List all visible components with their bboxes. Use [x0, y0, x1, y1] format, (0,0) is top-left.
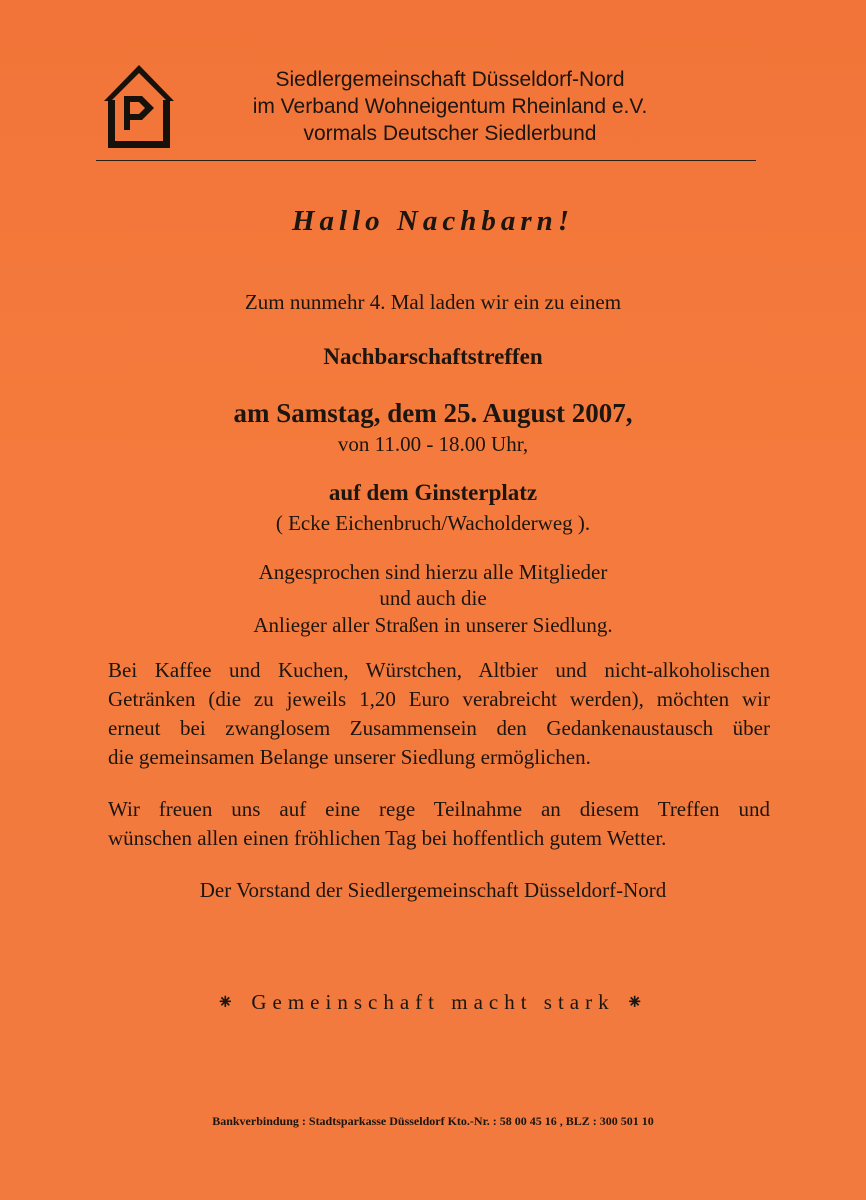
paragraph-line: wünschen allen einen fröhlichen Tag bei hoffentlich gutem Wetter. — [108, 826, 667, 850]
org-line-2: im Verband Wohneigentum Rheinland e.V. — [252, 95, 648, 118]
paragraph-line: Wir freuen uns auf eine rege Teilnahme an diesem Treffen und — [108, 797, 770, 821]
letterhead — [96, 60, 756, 164]
paragraph-line: Bei Kaffee und Kuchen, Würstchen, Altbier und nicht-alkoholischen — [108, 658, 770, 682]
paragraph-line: erneut bei zwanglosem Zusammensein den Gedankenaustausch über — [108, 716, 770, 740]
event-date: am Samstag, dem 25. August 2007, — [233, 398, 633, 428]
audience-line-2: und auch die — [379, 586, 487, 610]
paragraph-refreshments — [108, 656, 770, 772]
audience-line-3: Anlieger aller Straßen in unserer Siedlung. — [253, 613, 613, 637]
bank-details: Bankverbindung : Stadtsparkasse Düsseldorf Kto.-Nr. : 58 00 45 16 , BLZ : 300 501 10 — [212, 1114, 654, 1128]
greeting-heading: Hallo Nachbarn! — [291, 205, 575, 237]
house-logo-icon — [102, 62, 176, 150]
paragraph-line: Getränken (die zu jeweils 1,20 Euro verabreicht werden), möchten wir — [108, 687, 770, 711]
motto: ⁕ Gemeinschaft macht stark ⁕ — [216, 990, 650, 1014]
invitation-intro: Zum nunmehr 4. Mal laden wir ein zu einem — [244, 290, 622, 314]
org-line-1: Siedlergemeinschaft Düsseldorf-Nord — [275, 68, 625, 91]
signature: Der Vorstand der Siedlergemeinschaft Düsseldorf-Nord — [199, 878, 667, 902]
letterhead-divider — [96, 160, 756, 161]
organization-name — [200, 66, 700, 147]
event-title: Nachbarschaftstreffen — [323, 344, 543, 369]
paragraph-closing — [108, 795, 770, 853]
org-line-3: vormals Deutscher Siedlerbund — [303, 122, 597, 145]
event-place-detail: ( Ecke Eichenbruch/Wacholderweg ). — [275, 511, 591, 535]
event-time: von 11.00 - 18.00 Uhr, — [337, 432, 529, 456]
audience-line-1: Angesprochen sind hierzu alle Mitglieder — [258, 560, 608, 584]
event-place: auf dem Ginsterplatz — [328, 480, 538, 505]
paragraph-line: die gemeinsamen Belange unserer Siedlung ermöglichen. — [108, 745, 591, 769]
